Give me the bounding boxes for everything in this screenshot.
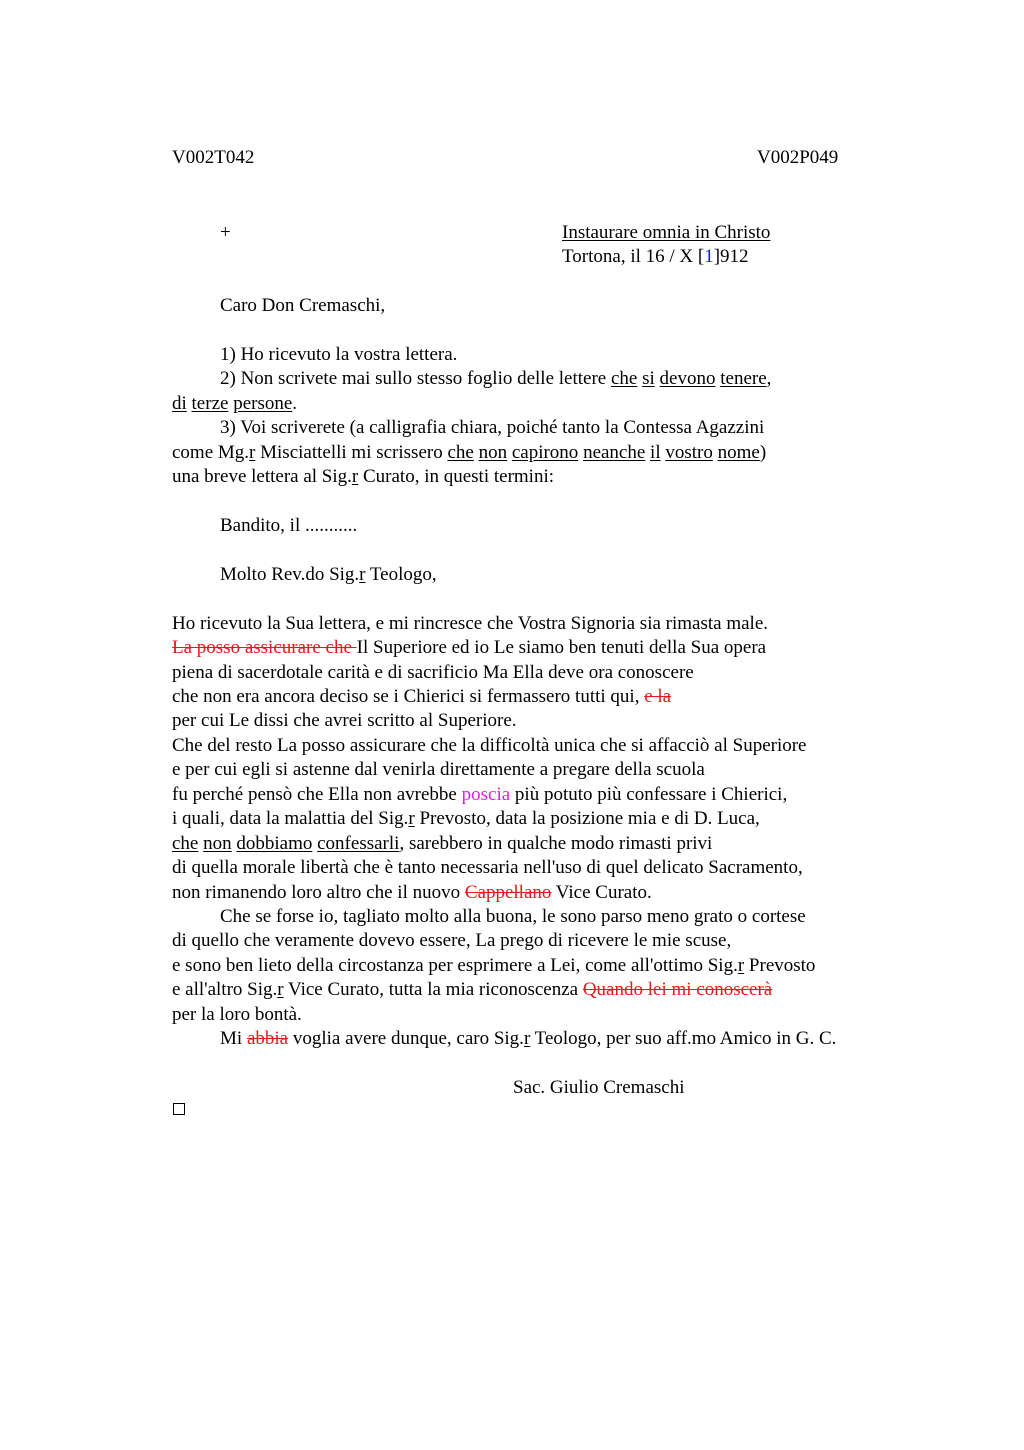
draft-line: Che del resto La posso assicurare che la difficoltà unica che si affacciò al Superiore xyxy=(172,735,807,756)
draft-line: che non dobbiamo confessarli, sarebbero in qualche modo rimasti privi xyxy=(172,833,713,854)
point-2-cont: di terze persone. xyxy=(172,393,298,414)
draft-line: per cui Le dissi che avrei scritto al Superiore. xyxy=(172,710,517,731)
deleted-text: Cappellano xyxy=(464,882,552,903)
point-3-cont-1: come Mg.r Misciattelli mi scrissero che non capirono neanche il vostro nome) xyxy=(172,442,767,463)
year-insert: 1 xyxy=(704,246,714,267)
draft-line: per la loro bontà. xyxy=(172,1004,302,1025)
end-of-document-square-icon xyxy=(173,1103,185,1115)
draft-greeting: Molto Rev.do Sig.r Teologo, xyxy=(220,564,437,585)
left-archive-code: V002T042 xyxy=(172,147,255,168)
salutation: Caro Don Cremaschi, xyxy=(220,295,386,316)
draft-line: Mi abbia voglia avere dunque, caro Sig.r Teologo, per suo aff.mo Amico in G. C. xyxy=(220,1028,837,1049)
draft-line: piena di sacerdotale carità e di sacrificio Ma Ella deve ora conoscere xyxy=(172,662,694,683)
motto: Instaurare omnia in Christo xyxy=(562,222,771,243)
point-3-cont-2: una breve lettera al Sig.r Curato, in questi termini: xyxy=(172,466,555,487)
draft-line: che non era ancora deciso se i Chierici si fermassero tutti qui, e la xyxy=(172,686,672,707)
point-2: 2) Non scrivete mai sullo stesso foglio delle lettere che si devono tenere, xyxy=(220,368,772,389)
draft-line: fu perché pensò che Ella non avrebbe poscia più potuto più confessare i Chierici, xyxy=(172,784,788,805)
point-3: 3) Voi scriverete (a calligrafia chiara, poiché tanto la Contessa Agazzini xyxy=(220,417,765,438)
draft-line: di quella morale libertà che è tanto necessaria nell'uso di quel delicato Sacramento, xyxy=(172,857,803,878)
draft-line: Che se forse io, tagliato molto alla buona, le sono parso meno grato o cortese xyxy=(220,906,806,927)
draft-line: e sono ben lieto della circostanza per esprimere a Lei, come all'ottimo Sig.r Prevosto xyxy=(172,955,816,976)
draft-line: La posso assicurare che Il Superiore ed io Le siamo ben tenuti della Sua opera xyxy=(172,637,767,658)
draft-line: e all'altro Sig.r Vice Curato, tutta la mia riconoscenza Quando lei mi conoscerà xyxy=(172,979,773,1000)
cross-mark: + xyxy=(220,222,231,243)
deleted-text: Quando lei mi conoscerà xyxy=(582,979,773,1000)
signature: Sac. Giulio Cremaschi xyxy=(513,1077,685,1098)
deleted-text: La posso assicurare che xyxy=(172,637,357,658)
deleted-text: abbia xyxy=(246,1028,289,1049)
draft-line: di quello che veramente dovevo essere, La prego di ricevere le mie scuse, xyxy=(172,930,732,951)
point-1: 1) Ho ricevuto la vostra lettera. xyxy=(220,344,458,365)
draft-line: Ho ricevuto la Sua lettera, e mi rincresce che Vostra Signoria sia rimasta male. xyxy=(172,613,769,634)
draft-place: Bandito, il ........... xyxy=(220,515,358,536)
draft-line: i quali, data la malattia del Sig.r Prevosto, data la posizione mia e di D. Luca, xyxy=(172,808,760,829)
draft-line: non rimanendo loro altro che il nuovo Cappellano Vice Curato. xyxy=(172,882,652,903)
right-archive-code: V002P049 xyxy=(757,147,839,168)
place-date: Tortona, il 16 / X [1]912 xyxy=(562,246,749,267)
draft-line: e per cui egli si astenne dal venirla direttamente a pregare della scuola xyxy=(172,759,705,780)
highlighted-word: poscia xyxy=(461,784,511,805)
deleted-text: e la xyxy=(644,686,672,707)
